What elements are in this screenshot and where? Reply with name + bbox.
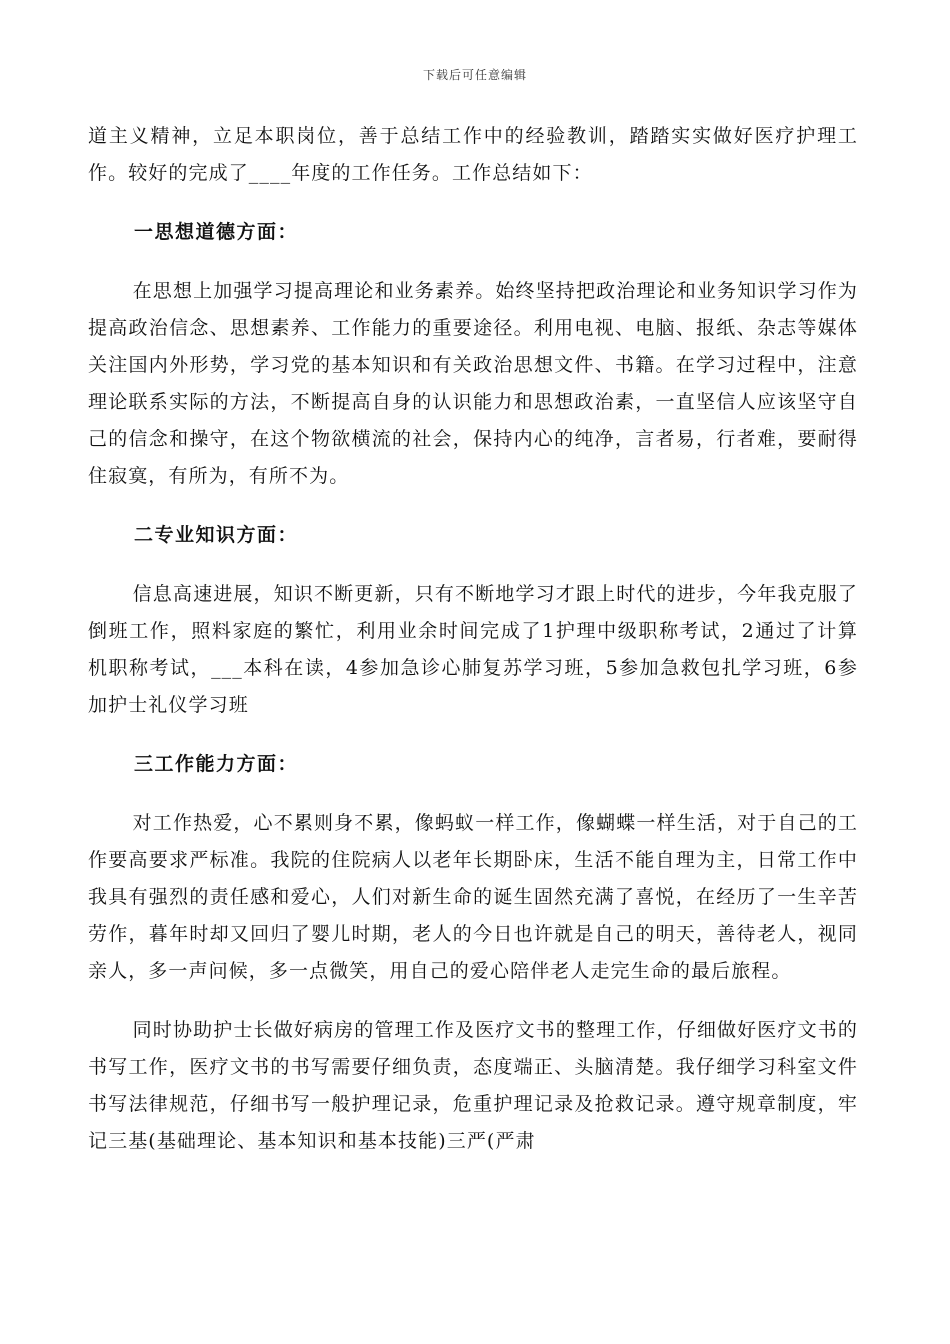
header-note: 下载后可任意编辑 — [422, 68, 527, 82]
intro-paragraph: 道主义精神，立足本职岗位，善于总结工作中的经验教训，踏踏实实做好医疗护理工作。较好的完成了____年度的工作任务。工作总结如下： — [88, 125, 858, 184]
section-body-ideology: 在思想上加强学习提高理论和业务素养。始终坚持把政治理论和业务知识学习作为提高政治信念、思想素养、工作能力的重要途径。利用电视、电脑、报纸、杂志等媒体关注国内外形势，学习党的基本知识和有关政治思想文件、书籍。在学习过程中，注意理论联系实际的方法，不断提高自身的认识能力和思想政治素，一直坚信人应该坚守自己的信念和操守，在这个物欲横流的社会，保持内心的纯净，言者易，行者难，要耐得住寂寞，有所为，有所不为。 — [88, 280, 858, 487]
section-heading-ideology: 一思想道德方面： — [134, 221, 299, 243]
section-heading-ability: 三工作能力方面： — [134, 753, 299, 775]
section-body-ability-2: 同时协助护士长做好病房的管理工作及医疗文书的整理工作，仔细做好医疗文书的书写工作，医疗文书的书写需要仔细负责，态度端正、头脑清楚。我仔细学习科室文件书写法律规范，仔细书写一般护理记录，危重护理记录及抢救记录。遵守规章制度，牢记三基(基础理论、基本知识和基本技能)三严(严肃 — [88, 1019, 858, 1152]
section-heading-knowledge: 二专业知识方面： — [134, 524, 299, 546]
document-body — [88, 118, 858, 1160]
section-body-knowledge: 信息高速进展，知识不断更新，只有不断地学习才跟上时代的进步，今年我克服了倒班工作，照料家庭的繁忙，利用业余时间完成了1护理中级职称考试，2通过了计算机职称考试，___本科在读，4参加急诊心肺复苏学习班，5参加急救包扎学习班，6参加护士礼仪学习班 — [88, 583, 858, 716]
section-body-ability-1: 对工作热爱，心不累则身不累，像蚂蚁一样工作，像蝴蝶一样生活，对于自己的工作要高要求严标准。我院的住院病人以老年长期卧床，生活不能自理为主，日常工作中我具有强烈的责任感和爱心，人们对新生命的诞生固然充满了喜悦，在经历了一生辛苦劳作，暮年时却又回归了婴儿时期，老人的今日也许就是自己的明天，善待老人，视同亲人，多一声问候，多一点微笑，用自己的爱心陪伴老人走完生命的最后旅程。 — [88, 812, 858, 982]
